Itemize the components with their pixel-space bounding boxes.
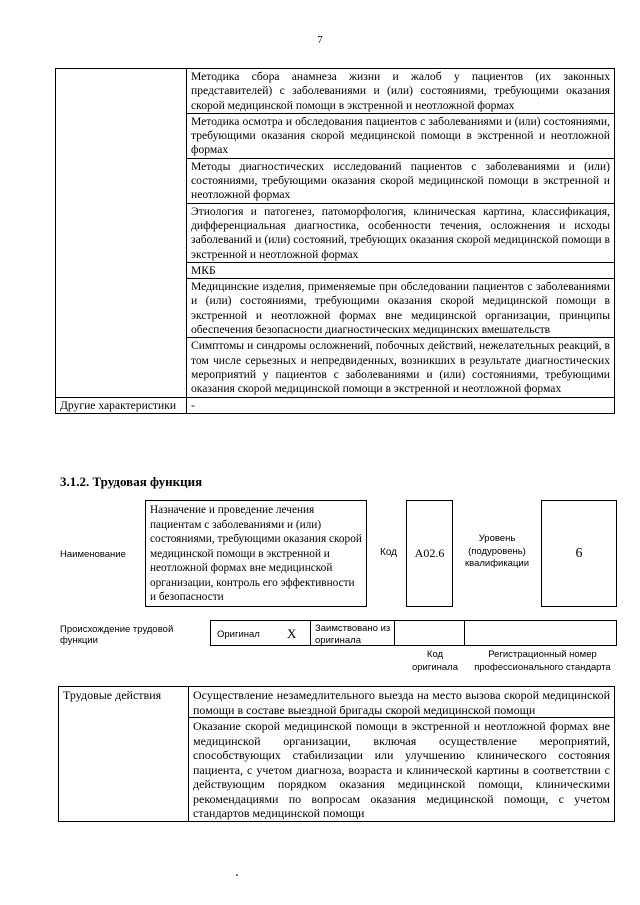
- knowledge-item: Методы диагностических исследований пациентов с заболеваниями и (или) состояниями, требующими оказания скорой медицинской помощи в экстренной и неотложной формах: [187, 158, 615, 203]
- borrowed-label: Заимствовано из оригинала: [315, 623, 391, 646]
- qualification-level-label: Уровень (подуровень) квалификации: [464, 533, 530, 569]
- scan-dot: [236, 874, 238, 876]
- reg-number-cell: [465, 620, 617, 646]
- knowledge-item: Этиология и патогенез, патоморфология, клиническая картина, классификация, дифференциальная диагностика, особенности течения, осложнения и исходы заболеваний и (или) состояний, требующих оказания скорой медицинской помощи в экстренной и неотложной формах: [187, 203, 615, 262]
- other-characteristics-label: Другие характеристики: [56, 397, 187, 413]
- original-cell: [210, 620, 310, 646]
- labor-actions-label: Трудовые действия: [59, 687, 189, 822]
- knowledge-item: Симптомы и синдромы осложнений, побочных действий, нежелательных реакций, в том числе серьезных и непредвиденных, возникших в результате диагностических мероприятий у пациентов с заболеваниями и (или) состояниями, требующими оказания скорой медицинской помощи в экстренной и неотложной формах: [187, 338, 615, 397]
- knowledge-item: Методика сбора анамнеза жизни и жалоб у пациентов (их законных представителей) с заболеваниями и (или) состояниями, требующими оказания скорой медицинской помощи в экстренной и неотложной формах: [187, 69, 615, 114]
- empty-label-cell: [56, 69, 187, 398]
- qualification-level-value: 6: [541, 500, 617, 607]
- borrowed-cell: [310, 620, 395, 646]
- code-label: Код: [380, 547, 398, 558]
- section-title: 3.1.2. Трудовая функция: [60, 474, 203, 489]
- original-label: Оригинал: [217, 629, 260, 640]
- knowledge-item: Медицинские изделия, применяемые при обследовании пациентов с заболеваниями и (или) состояниями, требующими оказания скорой медицинской помощи в экстренной и неотложной формах вне медицинской организации, принципы обеспечения безопасности диагностических медицинских вмешательств: [187, 279, 615, 338]
- knowledge-item: Методика осмотра и обследования пациентов с заболеваниями и (или) состояниями, требующими оказания скорой медицинской помощи в экстренной и неотложной формах: [187, 113, 615, 158]
- knowledge-item: МКБ: [187, 262, 615, 278]
- other-characteristics-value: -: [187, 397, 615, 413]
- labor-action-item: Оказание скорой медицинской помощи в экстренной и неотложной формах вне медицинской организации, включая осуществление мероприятий, способствующих стабилизации или улучшению клинического состояния пациента, с учетом диагноза, возраста и клинической картины в соответствии с действующим порядком оказания медицинской помощи, клиническими рекомендациями по вопросам оказания медицинской помощи, с учетом стандартов медицинской помощи: [189, 718, 615, 822]
- origin-label: Происхождение трудовой функции: [60, 624, 174, 646]
- labor-action-item: Осуществление незамедлительного выезда на место вызова скорой медицинской помощи в составе выездной бригады скорой медицинской помощи: [189, 687, 615, 718]
- function-name-value: Назначение и проведение лечения пациентам с заболеваниями и (или) состояниями, требующими оказания скорой медицинской помощи в экстренной и неотложной формах вне медицинской организации, контроль его эффективности и безопасности: [145, 500, 367, 607]
- code-value: A02.6: [406, 500, 453, 607]
- reg-number-label: Регистрационный номер профессионального стандарта: [474, 649, 611, 673]
- labor-actions-table: [58, 686, 615, 822]
- function-name-label: Наименование: [60, 549, 126, 560]
- original-mark: X: [287, 626, 297, 641]
- code-original-label: Код оригинала: [411, 649, 458, 673]
- code-original-cell: [395, 620, 465, 646]
- page-number: 7: [317, 34, 323, 46]
- knowledge-table: [55, 68, 615, 414]
